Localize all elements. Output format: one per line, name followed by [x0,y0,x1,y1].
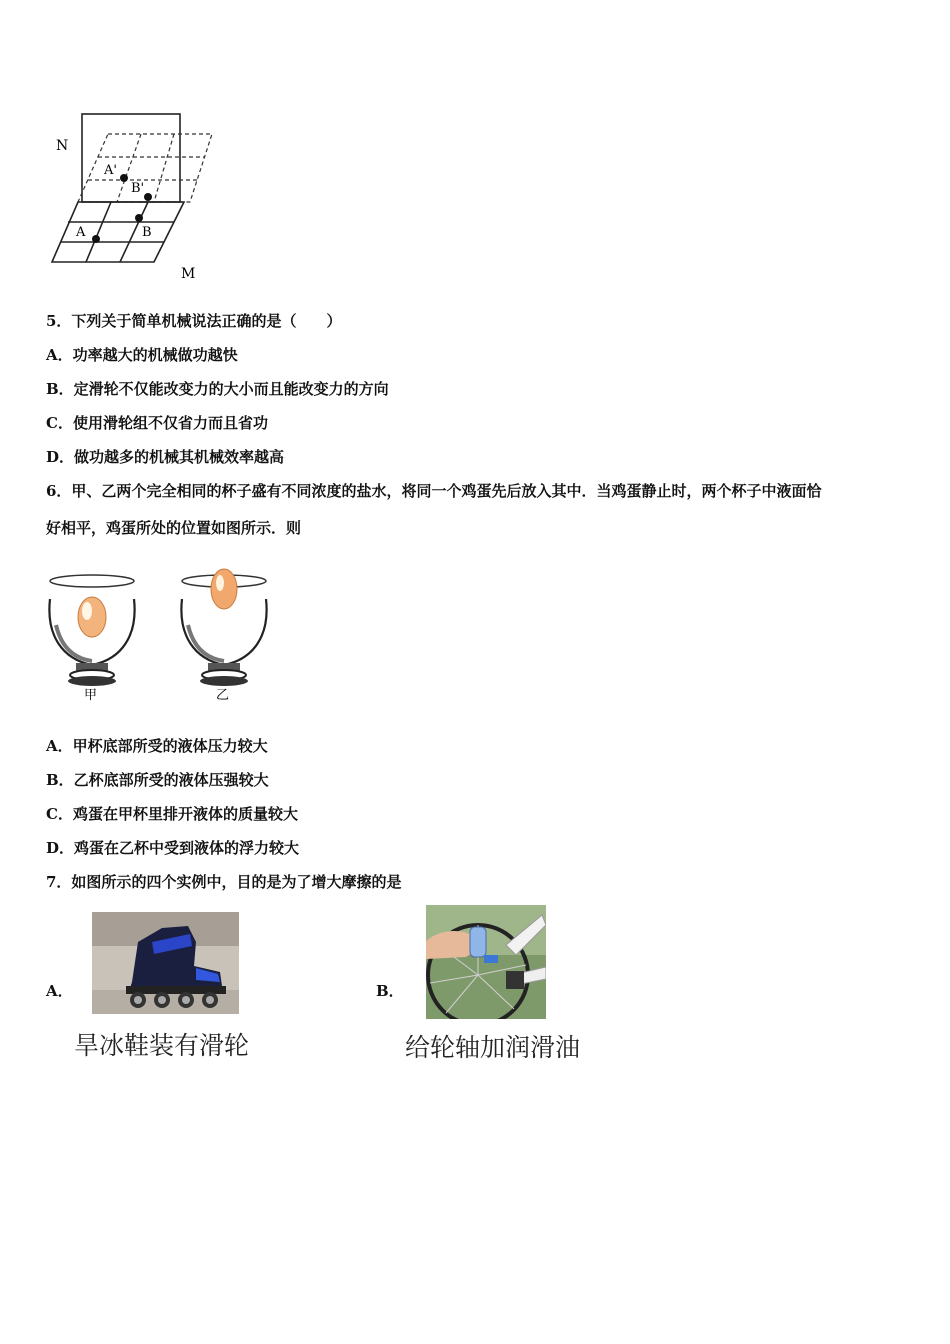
plane-mirror-figure [48,108,223,286]
cup-jia [49,575,134,686]
q6-stem-line1: 6．甲、乙两个完全相同的杯子盛有不同浓度的盐水，将同一个鸡蛋先后放入其中．当鸡蛋静止时，两个杯子中液面恰 [46,482,822,500]
q6-option-a: A．甲杯底部所受的液体压力较大 [46,737,268,755]
q5-stem: 5．下列关于简单机械说法正确的是（ ） [46,312,342,330]
label-b: B [142,225,152,240]
q6-option-d: D．鸡蛋在乙杯中受到液体的浮力较大 [46,839,300,857]
label-a: A [76,225,86,240]
q7-option-a-caption: 旱冰鞋装有滑轮 [74,1031,250,1060]
label-b-prime: B' [131,181,145,196]
q6-option-b: B．乙杯底部所受的液体压强较大 [46,771,269,789]
q6-option-c: C．鸡蛋在甲杯里排开液体的质量较大 [46,805,298,823]
q7-option-a-label: A． [46,982,73,1000]
q5-option-a: A．功率越大的机械做功越快 [46,346,238,364]
q7-stem: 7．如图所示的四个实例中，目的是为了增大摩擦的是 [46,873,402,891]
q5-option-c: C．使用滑轮组不仅省力而且省功 [46,414,268,432]
label-n: N [56,138,69,154]
cup-yi [181,569,266,686]
cup-label-yi: 乙 [216,688,230,703]
label-m: M [181,266,196,282]
label-a-prime: A' [104,163,117,178]
cup-label-jia: 甲 [84,688,98,703]
q7-option-b-caption: 给轮轴加润滑油 [405,1033,581,1062]
bicycle-oil-photo [426,905,546,1019]
egg-cups-figure [44,555,284,703]
roller-skate-photo [92,912,239,1014]
q5-option-b: B．定滑轮不仅能改变力的大小而且能改变力的方向 [46,380,389,398]
q7-option-b-label: B． [376,982,404,1000]
q5-option-d: D．做功越多的机械其机械效率越高 [46,448,285,466]
q6-stem-line2: 好相平，鸡蛋所处的位置如图所示．则 [46,519,302,537]
